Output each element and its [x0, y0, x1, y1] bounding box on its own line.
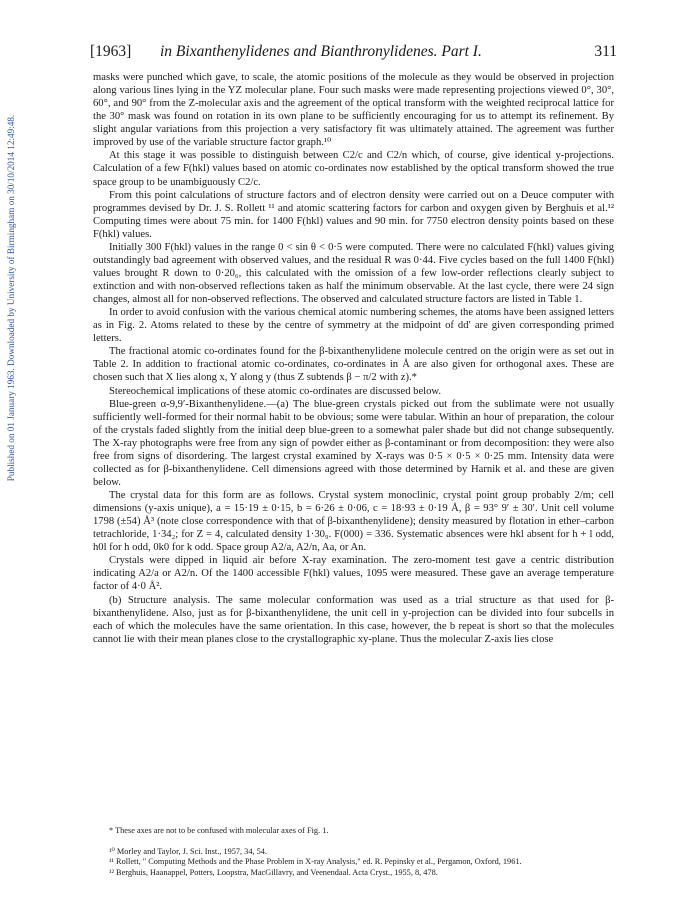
footnote: ¹¹ Rollett, " Computing Methods and the Phase Problem in X-ray Analysis," ed. R. Pepinsky et al., Pergamon, Oxford, 1961. [109, 857, 522, 866]
header-title: in Bixanthenylidenes and Bianthronylidenes. Part I. [160, 43, 482, 60]
footnote: ¹² Berghuis, Haanappel, Potters, Loopstra, MacGillavry, and Veenendaal. Acta Cryst., 1955, 8, 478. [109, 867, 438, 877]
paragraph: (b) Structure analysis. The same molecular conformation was used as a trial structure as that used for β-bixanthenylidene. Also, just as for β-bixanthenylidene, the unit cell in y-projection can be divided into four subcells in each of which the molecules have the same orientation. In this case, however, the b repeat is short so that the molecules cannot lie with their mean planes close to the crystallographic xy-plane. Thus the molecular Z-axis lies close [93, 594, 614, 645]
paragraph: The fractional atomic co-ordinates found for the β-bixanthenylidene molecule centred on the origin were as set out in Table 2. In addition to fractional atomic co-ordinates, co-ordinates in Å are also given for orthogonal axes. These are chosen such that X lies along x, Y along y (thus Z subtends β − π/2 with z).* [93, 346, 614, 384]
paragraph: masks were punched which gave, to scale, the atomic positions of the molecule as they would be observed in projection along various lines lying in the YZ molecular plane. Four such masks were made representing projections viewed 0°, 30°, 60°, and 90° from the Z-molecular axis and the agreement of the optical transform with the weighted reciprocal lattice for the 30° mask was found on rotation in its own plane to be sufficiently encouraging for us to attempt its refinement. By slight angular variations from this projection a very satisfactory fit was ultimately attained. The agreement was further improved by use of the variable structure factor graph.¹⁰ [93, 72, 614, 149]
page-number: 311 [594, 43, 617, 60]
publication-note [3, 8, 19, 588]
publication-note-text: Published on 01 January 1963. Downloaded by University of Birmingham on 30/10/2014 12:49:48. [6, 114, 16, 482]
footnote: ¹⁰ Morley and Taylor, J. Sci. Inst., 1957, 34, 54. [109, 846, 267, 856]
paragraph: The crystal data for this form are as follows. Crystal system monoclinic, crystal point group probably 2/m; cell dimensions (y-axis unique), a = 15·19 ± 0·15, b = 6·26 ± 0·06, c = 18·93 ± 0·19 Å, β = 93° 9′ ± 30′. Unit cell volume 1798 (±54) Å³ (note close correspondence with that of β-bixanthenylidene); density measured by flotation in ether–carbon tetrachloride, 1·34₂; for Z = 4, calculated density 1·30₉. F(000) = 336. Systematic absences were hkl absent for h + l odd, h0l for h odd, 0k0 for k odd. Space group A2/a, A2/n, Aa, or An. [93, 490, 614, 554]
paragraph: At this stage it was possible to distinguish between C2/c and C2/n which, of course, give identical y-projections. Calculation of a few F(hkl) values based on atomic co-ordinates now established by the optical transform showed the true space group to be unambiguously C2/c. [93, 150, 614, 188]
header-year: [1963] [90, 43, 132, 60]
paragraph: From this point calculations of structure factors and of electron density were carried out on a Deuce computer with programmes devised by Dr. J. S. Rollett ¹¹ and atomic scattering factors for carbon and oxygen given by Berghuis et al.¹² Computing times were about 75 min. for 1400 F(hkl) values and 90 min. for 7750 electron density points based on these F(hkl) values. [93, 189, 614, 240]
paragraph: Blue-green α-9,9′-Bixanthenylidene.—(a) The blue-green crystals picked out from the sublimate were not usually sufficiently well-formed for their normal habit to be obvious; some were tabular. Within an hour of preparation, the colour of the crystals faded slightly from the initial deep blue-green to a somewhat paler shade but did not change subsequently. The X-ray photographs were free from any sign of powder either as β-contaminant or from decomposition: they were also free from signs of disordering. The largest crystal examined by X-rays was 0·5 × 0·5 × 0·25 mm. Intensity data were collected as for β-bixanthenylidene. Cell dimensions agreed with those determined by Harnik et al. and these are given below. [93, 398, 614, 488]
paragraph: Stereochemical implications of these atomic co-ordinates are discussed below. [109, 385, 442, 397]
paragraph: Crystals were dipped in liquid air before X-ray examination. The zero-moment test gave a centric distribution indicating A2/a or A2/n. Of the 1400 accessible F(hkl) values, 1095 were measured. These gave an average temperature factor of 4·0 Å². [93, 555, 614, 593]
article-body [93, 71, 614, 646]
paragraph: In order to avoid confusion with the various chemical atomic numbering schemes, the atoms have been assigned letters as in Fig. 2. Atoms related to these by the centre of symmetry at the midpoint of dd′ are given corresponding primed letters. [93, 307, 614, 345]
paragraph: Initially 300 F(hkl) values in the range 0 < sin θ < 0·5 were computed. There were no calculated F(hkl) values giving outstandingly bad agreement with observed values, and the residual R was 0·44. Five cycles based on the full 1400 F(hkl) values brought R down to 0·20₆, this calculated with the omission of a few low-order reflections clearly subject to extinction and with non-observed reflections taken as half the minimum observable. At the last cycle, there were 24 sign changes, almost all for non-observed reflections. The observed and calculated structure factors are listed in Table 1. [93, 241, 614, 306]
running-header [90, 43, 617, 63]
footnote: * These axes are not to be confused with molecular axes of Fig. 1. [109, 826, 329, 835]
footnotes [93, 826, 614, 878]
